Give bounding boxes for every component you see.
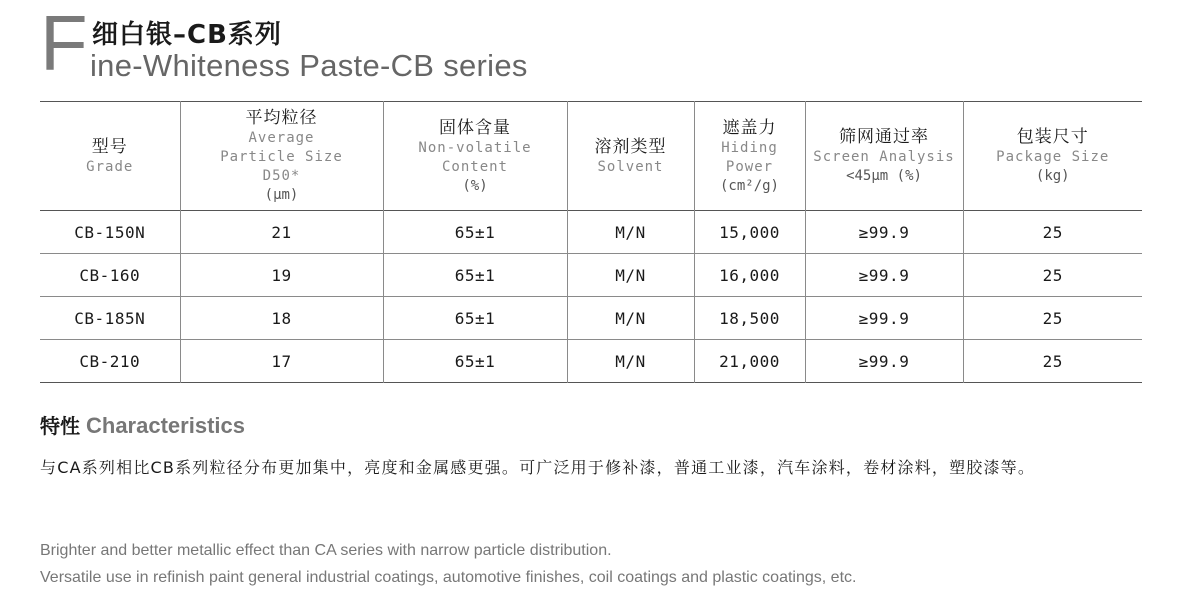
cell-screen-analysis: ≥99.9 [805, 254, 963, 297]
page-title-english: ine-Whiteness Paste-CB series [90, 48, 528, 83]
column-header-grade: 型号 Grade [40, 102, 180, 211]
cell-non-volatile: 65±1 [383, 297, 567, 340]
cell-grade: CB-210 [40, 340, 180, 383]
cell-screen-analysis: ≥99.9 [805, 211, 963, 254]
cell-solvent: M/N [567, 297, 694, 340]
cell-package-size: 25 [1042, 222, 1063, 242]
cell-package-size: 25 [1042, 351, 1063, 371]
product-spec-table [40, 101, 1142, 383]
cell-solvent: M/N [567, 254, 694, 297]
table-row [40, 340, 1142, 383]
characteristics-description-en [40, 537, 1150, 591]
cell-grade: CB-150N [40, 211, 180, 254]
cell-non-volatile: 65±1 [383, 211, 567, 254]
cell-solvent: M/N [567, 340, 694, 383]
cell-particle-size: 18 [180, 297, 383, 340]
cell-package-size: 25 [1042, 265, 1063, 285]
cell-solvent: M/N [567, 211, 694, 254]
cell-grade: CB-185N [40, 297, 180, 340]
description-en-line-2: Versatile use in refinish paint general industrial coatings, automotive finishes, coil coatings and plastic coatings, etc. [40, 569, 857, 586]
cell-hiding-power: 21,000 [694, 340, 805, 383]
table-row [40, 211, 1142, 254]
cell-hiding-power: 18,500 [694, 297, 805, 340]
column-header-particle-size: 平均粒径 Average Particle Size D50* (μm) [180, 102, 383, 211]
characteristics-description-cn: 与CA系列相比CB系列粒径分布更加集中，亮度和金属感更强。可广泛用于修补漆，普通工业漆，汽车涂料，卷材涂料，塑胶漆等。 [40, 458, 1036, 477]
cell-screen-analysis: ≥99.9 [805, 340, 963, 383]
cell-non-volatile: 65±1 [383, 340, 567, 383]
cell-hiding-power: 16,000 [694, 254, 805, 297]
cell-particle-size: 17 [180, 340, 383, 383]
cell-screen-analysis: ≥99.9 [805, 297, 963, 340]
column-header-package-size: 包装尺寸 Package Size (kg) [996, 127, 1110, 184]
column-header-hiding-power: 遮盖力 Hiding Power (cm²/g) [694, 102, 805, 211]
characteristics-heading [40, 410, 245, 439]
table-header-row [40, 102, 1142, 211]
characteristics-heading-en: Characteristics [86, 413, 245, 438]
column-header-screen-analysis: 筛网通过率 Screen Analysis <45μm (%) [805, 102, 963, 211]
cell-package-size: 25 [1042, 308, 1063, 328]
description-en-line-1: Brighter and better metallic effect than CA series with narrow particle distribution. [40, 542, 612, 559]
characteristics-heading-cn: 特性 [40, 414, 80, 438]
page-title-chinese: 细白银–CB系列 [92, 20, 282, 50]
title-initial-letter: F [40, 0, 88, 87]
page-header [40, 0, 1140, 88]
cell-grade: CB-160 [40, 254, 180, 297]
table-row [40, 297, 1142, 340]
cell-hiding-power: 15,000 [694, 211, 805, 254]
column-header-non-volatile: 固体含量 Non-volatile Content (%) [383, 102, 567, 211]
cell-particle-size: 21 [180, 211, 383, 254]
table-row [40, 254, 1142, 297]
column-header-solvent: 溶剂类型 Solvent [567, 102, 694, 211]
cell-non-volatile: 65±1 [383, 254, 567, 297]
cell-particle-size: 19 [180, 254, 383, 297]
